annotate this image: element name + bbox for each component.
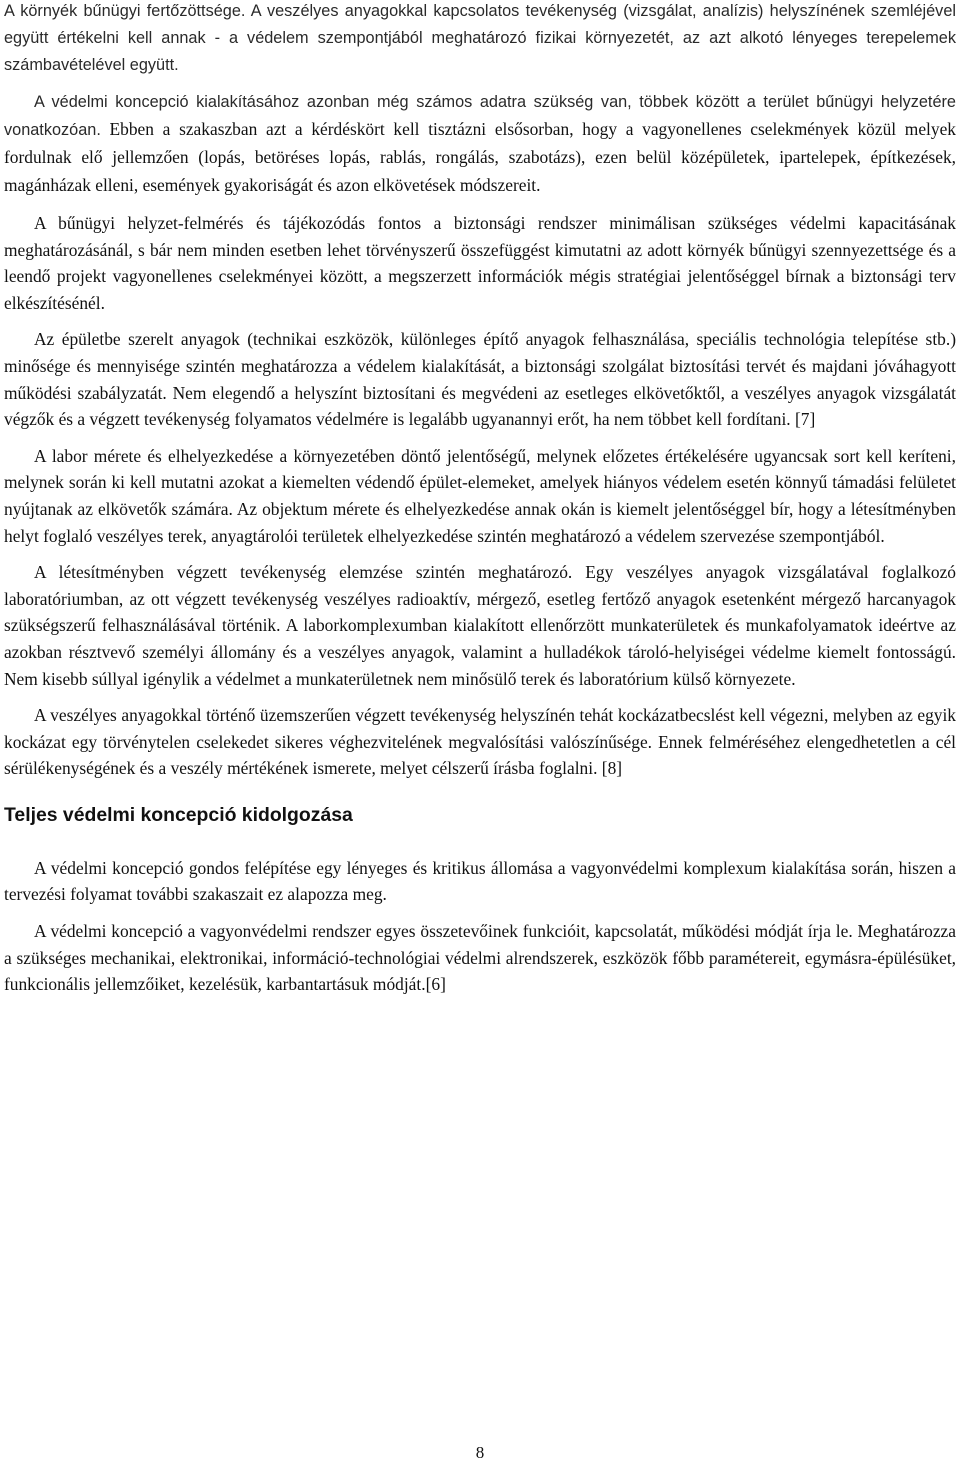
- paragraph-crime-situation: [4, 89, 956, 200]
- paragraph-lab-size: A labor mérete és elhelyezkedése a környezetében döntő jelentőségű, melynek előzetes értékelésére ugyancsak sort kell keríteni, melynek során ki kell mutatni azokat a kiemelten védendő épület-elemeket, amelyek hiányos védelem esetén könnyű támadási felületet nyújtanak az elkövetők számára. Az objektum mérete és elhelyezkedése annak okán is kiemelt jelentőséggel bír, hogy a létesítményben helyt foglaló veszélyes terek, anyagtárolói területek elhelyezkedése szintén meghatározó a védelem szervezése szempontjából.: [4, 445, 956, 546]
- paragraph-concept-definition: A védelmi koncepció a vagyonvédelmi rendszer egyes összetevőinek funkcióit, kapcsolatát, működési módját írja le. Meghatározza a szükséges mechanikai, elektronikai, információ-technológiai védelmi alrendszerek, eszközök főbb paramétereit, egymásra-épülésüket, funkcionális jellemzőiket, kezelésük, karbantartásuk módját.[6]: [4, 921, 956, 995]
- paragraph-crime-assessment: A bűnügyi helyzet-felmérés és tájékozódás fontos a biztonsági rendszer minimálisan szükséges védelmi kapacitásának meghatározásánál, s bár nem minden esetben lehet törvényszerű összefüggést kimutatni az adott környék bűnügyi szennyezettsége és a leendő projekt vagyonellenes cselekményei között, a megszerzett információk mégis stratégiai jelentőséggel bírnak a biztonsági terv elkészítésénél.: [4, 213, 956, 313]
- paragraph-concept-importance: A védelmi koncepció gondos felépítése egy lényeges és kritikus állomása a vagyonvédelmi komplexum kialakítása során, hiszen a tervezési folyamat további szakaszait ez alapozza meg.: [4, 857, 956, 905]
- paragraph-crime-situation-continuation: Ebben a szakaszban azt a kérdéskört kell tisztázni elsősorban, hogy a vagyonellenes cselekmények közül melyek fordulnak elő jellemzően (lopás, betöréses lopás, rablás, rongálás, szabotázs), ezen belül középületek, ipartelepek, építkezések, magánházak elleni, események gyakoriságát és azon elkövetések módszereit.: [4, 119, 956, 195]
- paragraph-crime-contamination: A környék bűnügyi fertőzöttsége. A veszélyes anyagokkal kapcsolatos tevékenység (vizsgálat, analízis) helyszínének szemléjével együtt értékelni kell annak - a védelem szempontjából meghatározó fizikai környezetét, az azt alkotó lényeges terepelemek számbavételével együtt.: [4, 2, 956, 74]
- paragraph-building-materials: Az épületbe szerelt anyagok (technikai eszközök, különleges építő anyagok felhasználása, speciális technológia telepítése stb.) minősége és mennyisége szintén meghatározza a védelem kialakítását, a biztonsági szolgálat biztosítási tervét és majdani jóváhagyott működési szabályzatát. Nem elegendő a helyszínt biztosítani és megvédeni az esetleges elkövetőktől, a veszélyes anyagok vizsgálatát végzők és a végzett tevékenység folyamatos védelmére is legalább ugyanannyi erőt, ha nem többet kell fordítani. [7]: [4, 329, 956, 430]
- paragraph-crime-situation-lead: A védelmi koncepció kialakításához azonban még számos adatra szükség van, többek között a terület bűnügyi helyzetére vonatkozóan.: [4, 93, 956, 139]
- paragraph-risk-assessment: A veszélyes anyagokkal történő üzemszerűen végzett tevékenység helyszínén tehát kockázatbecslést kell végezni, melyben az egyik kockázat egy törvénytelen cselekedet sikeres véghezvitelének megvalósítási valószínűsége. Ennek felméréséhez elengedhetetlen a cél sérülékenységének és a veszély mértékének ismerete, melyet célszerű írásba foglalni. [8]: [4, 705, 956, 779]
- paragraph-activity-analysis: A létesítményben végzett tevékenység elemzése szintén meghatározó. Egy veszélyes anyagok vizsgálatával foglalkozó laboratóriumban, az ott végzett tevékenység veszélyes radioaktív, mérgező, esetleg fertőző anyagok esetenként mérgező harcanyagok szükségszerű felhasználásával történik. A laborkomplexumban kialakított ellenőrzött munkaterületek és munkafolyamatok ideértve az azokban résztvevő személyi állomány és a veszélyes anyagok, valamint a hulladékok tároló-helyiségei védelme kiemelt fontosságú. Nem kisebb súllyal igénylik a védelmet a munkaterületnek nem minősülő terek és laboratórium külső környezete.: [4, 562, 956, 689]
- document-page: [4, 0, 956, 1008]
- section-heading: Teljes védelmi koncepció kidolgozása: [4, 803, 353, 826]
- page-number: 8: [475, 1443, 485, 1462]
